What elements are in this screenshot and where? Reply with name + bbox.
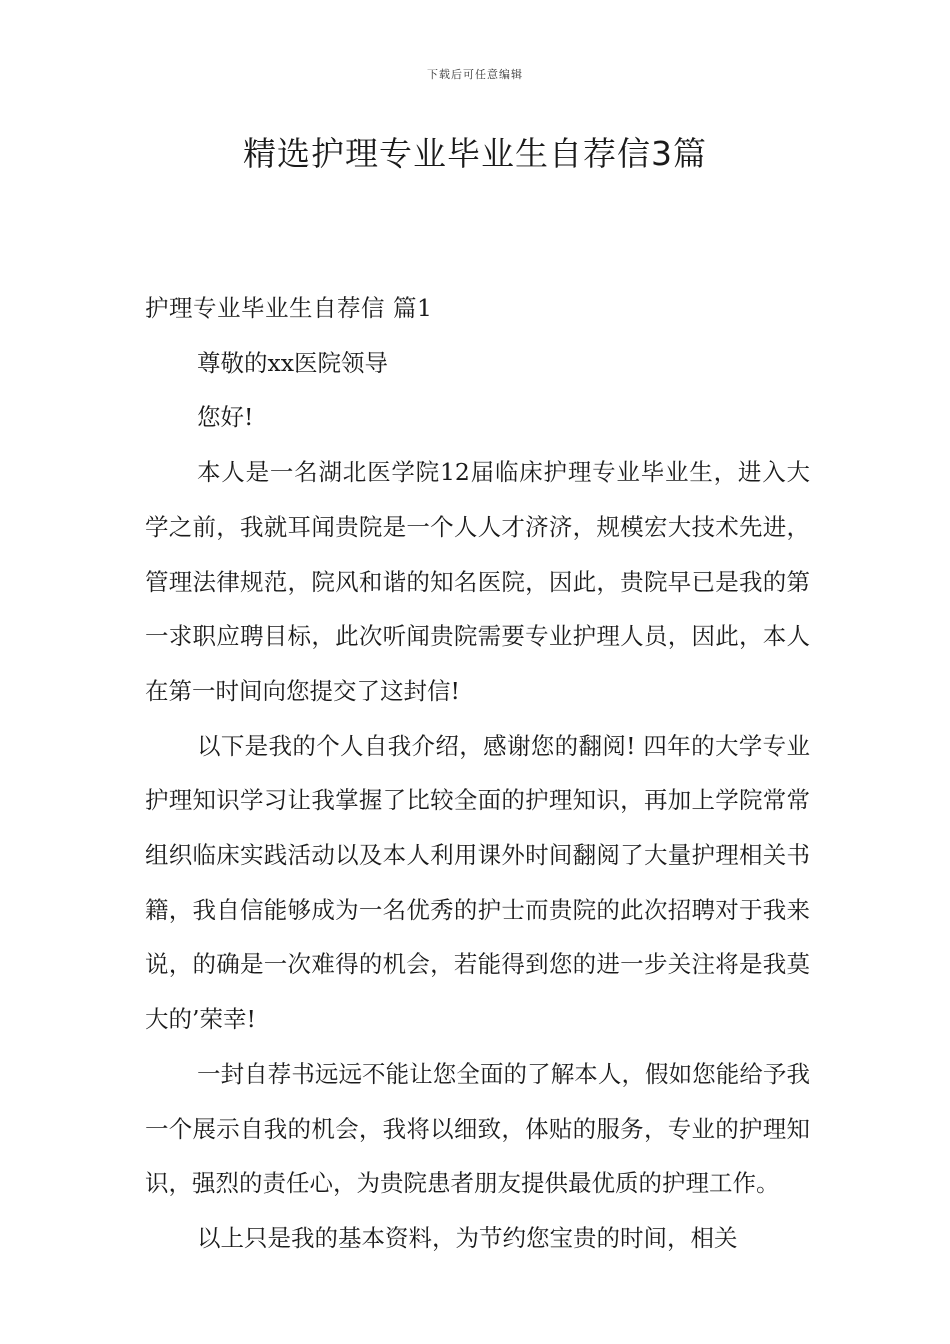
letter-body (145, 281, 810, 1266)
section-heading: 护理专业毕业生自荐信 篇1 (145, 294, 433, 322)
paragraph-2: 以下是我的个人自我介绍，感谢您的翻阅! 四年的大学专业护理知识学习让我掌握了比较全面的护理知识，再加上学院常常组织临床实践活动以及本人利用课外时间翻阅了大量护理相关书籍，我自信能够成为一名优秀的护士而贵院的此次招聘对于我来说，的确是一次难得的机会，若能得到您的进一步关注将是我莫大的’荣幸! (145, 731, 810, 1034)
paragraph-3: 一封自荐书远远不能让您全面的了解本人，假如您能给予我一个展示自我的机会，我将以细致，体贴的服务，专业的护理知识，强烈的责任心，为贵院患者朋友提供最优质的护理工作。 (145, 1059, 810, 1198)
salutation: 尊敬的xx医院领导 (197, 348, 389, 377)
greeting: 您好! (197, 403, 254, 432)
header-note: 下载后可任意编辑 (427, 68, 523, 81)
document-title: 精选护理专业毕业生自荐信3篇 (243, 134, 707, 173)
paragraph-4: 以上只是我的基本资料，为节约您宝贵的时间，相关 (197, 1223, 738, 1252)
paragraph-1: 本人是一名湖北医学院12届临床护理专业毕业生，进入大学之前，我就耳闻贵院是一个人人才济济，规模宏大技术先进，管理法律规范，院风和谐的知名医院，因此，贵院早已是我的第一求职应聘目标，此次听闻贵院需要专业护理人员，因此，本人在第一时间向您提交了这封信! (145, 458, 810, 705)
